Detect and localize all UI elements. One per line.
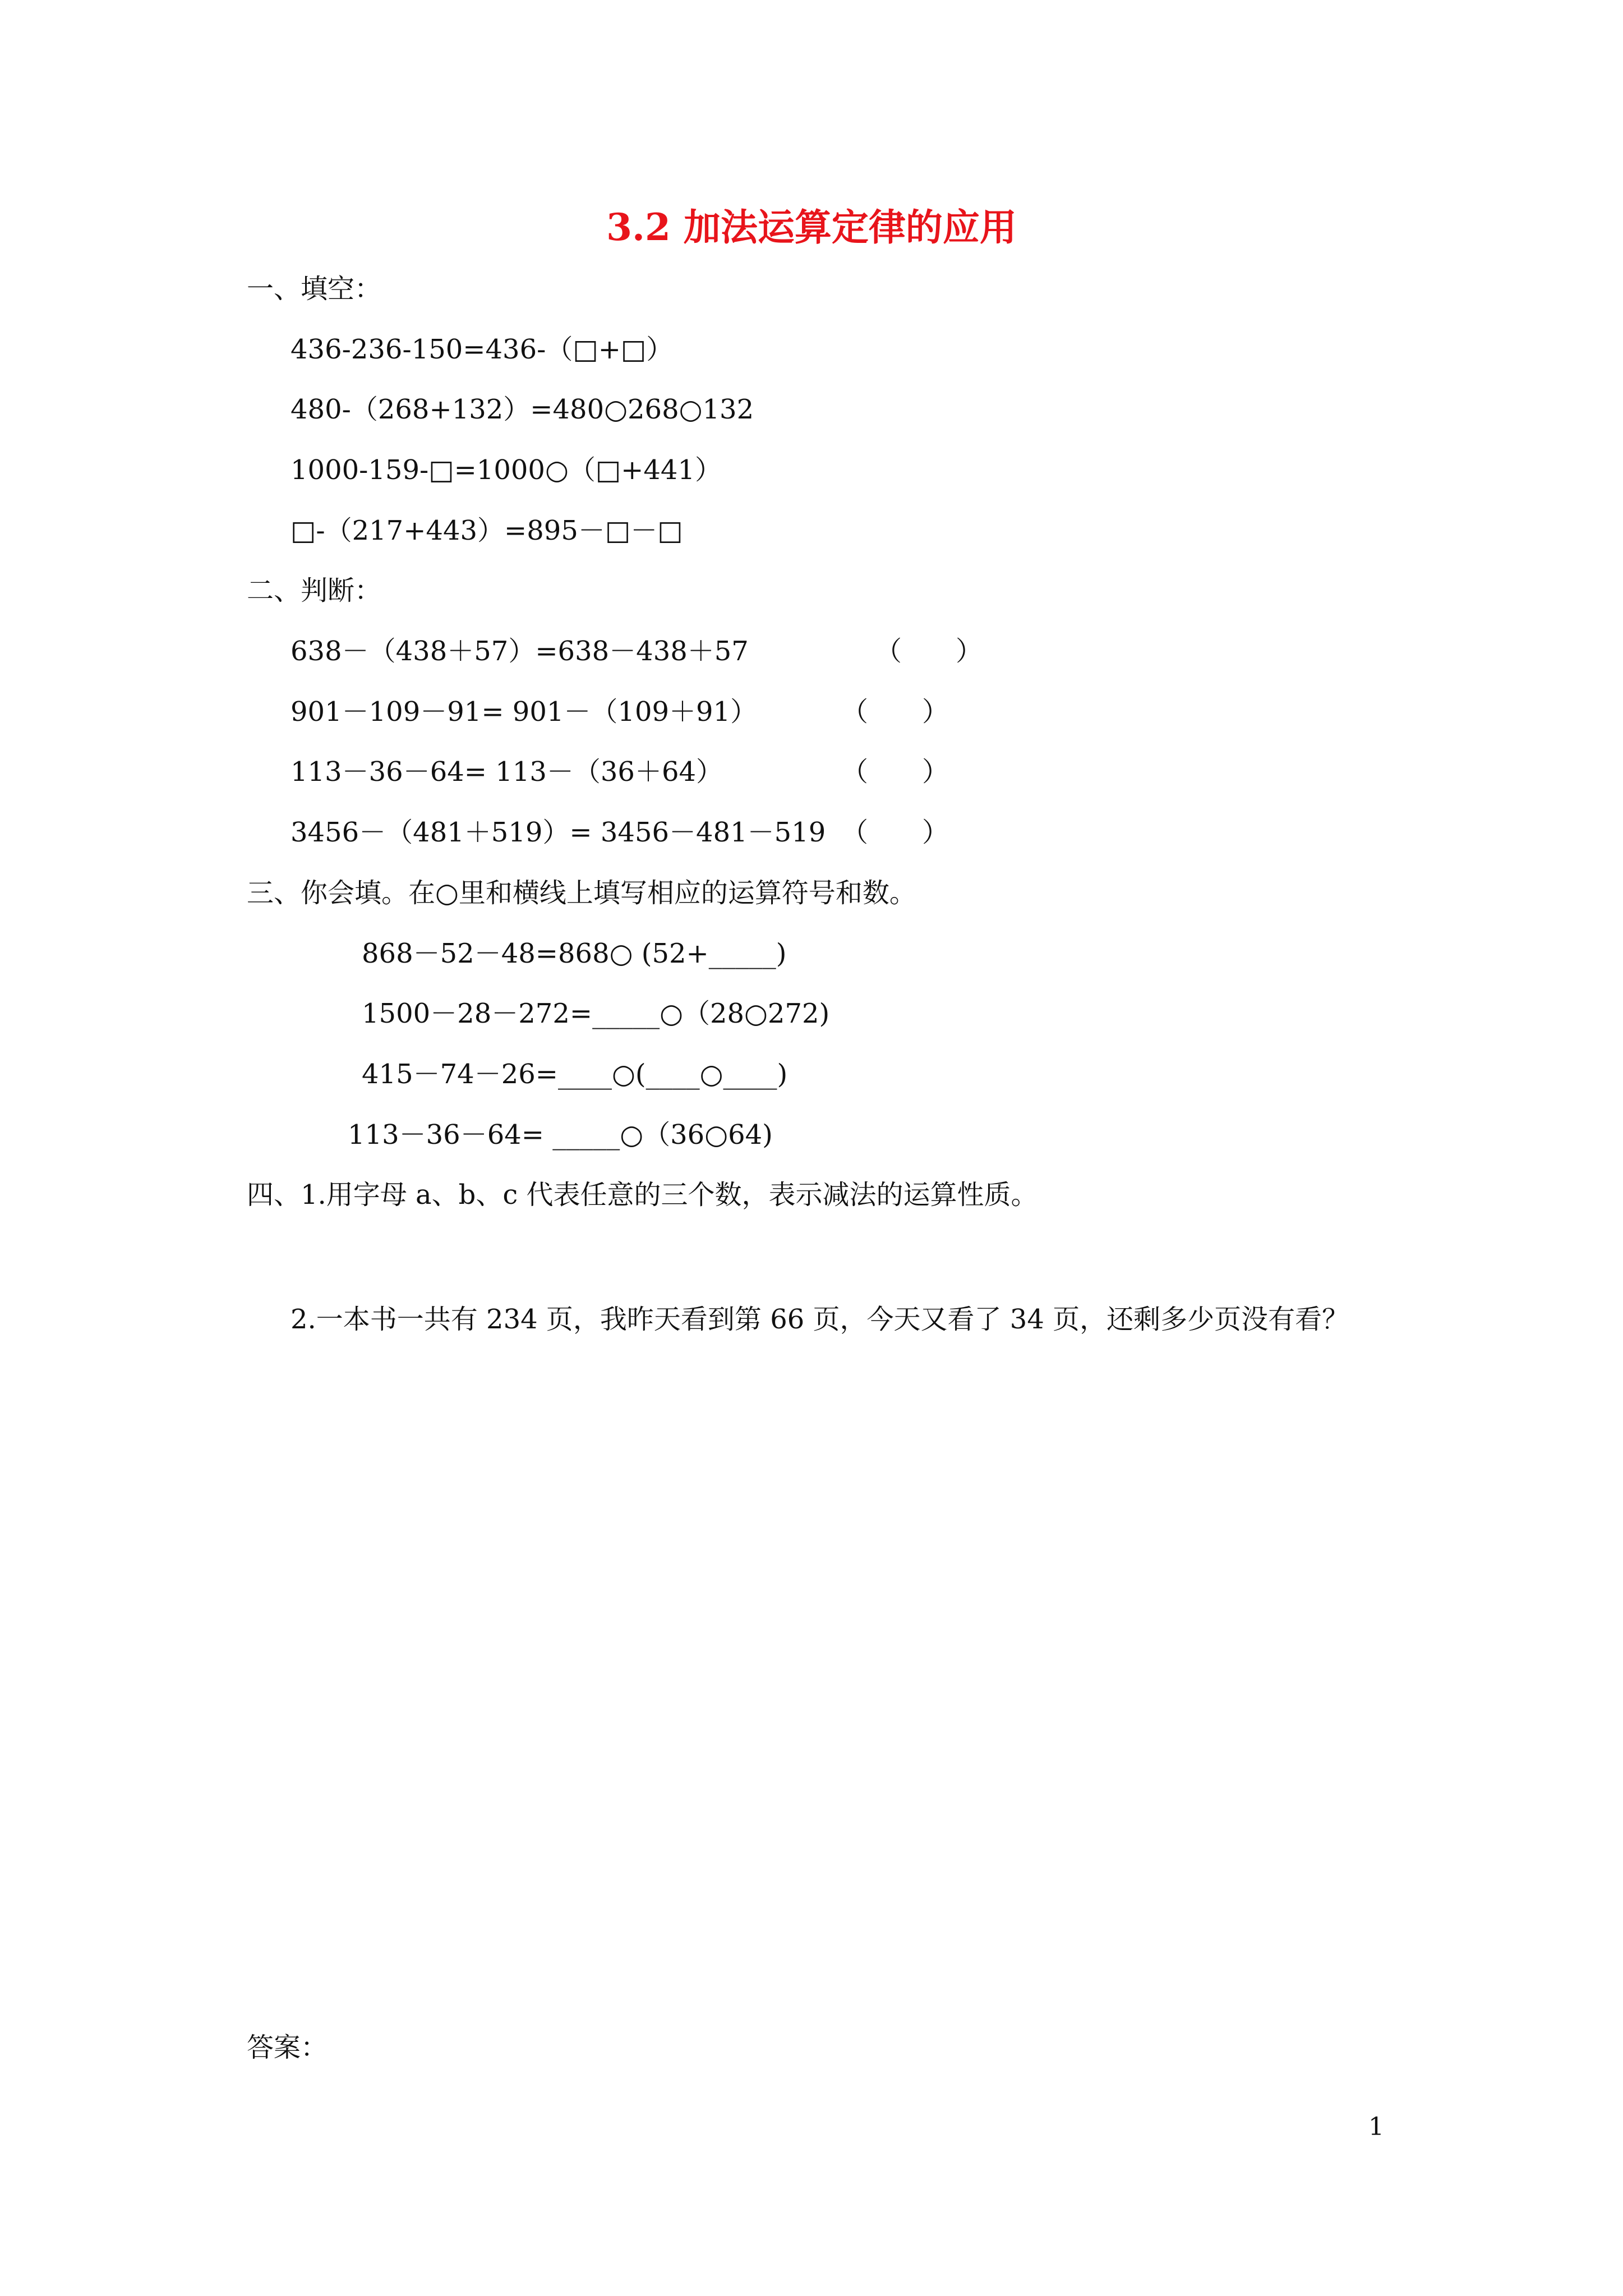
judge-item-4: 3456－（481＋519）= 3456－481－519 [291, 817, 826, 848]
fill-blank-item-4: □-（217+443）=895－□－□ [291, 515, 683, 546]
section-2-heading: 二、判断： [247, 575, 382, 606]
judge-item-3: 113－36－64= 113－（36＋64） [291, 756, 723, 788]
fill-item-1: 868－52－48=868○ (52+_____) [362, 938, 787, 969]
fill-blank-item-3: 1000-159-□=1000○（□+441） [291, 454, 722, 486]
judge-answer-box-4: （ ） [841, 817, 949, 848]
fill-blank-item-1: 436-236-150=436-（□+□） [291, 334, 674, 365]
section-4-question-1: 四、1.用字母 a、b、c 代表任意的三个数，表示减法的运算性质。 [247, 1179, 1038, 1211]
judge-answer-box-1: （ ） [875, 636, 983, 667]
fill-item-4: 113－36－64= _____○（36○64) [348, 1119, 773, 1151]
judge-answer-box-2: （ ） [841, 696, 949, 728]
judge-item-1: 638－（438＋57）=638－438＋57 [291, 636, 749, 667]
fill-item-2: 1500－28－272=_____○（28○272) [362, 998, 830, 1029]
answer-label: 答案： [247, 2032, 328, 2063]
section-4-question-2: 2.一本书一共有 234 页，我昨天看到第 66 页，今天又看了 34 页，还剩多少页没有看？ [291, 1304, 1349, 1335]
judge-answer-box-3: （ ） [841, 756, 949, 788]
fill-blank-item-2: 480-（268+132）=480○268○132 [291, 394, 754, 425]
judge-item-2: 901－109－91= 901－（109＋91） [291, 696, 758, 728]
page-title: 3.2 加法运算定律的应用 [606, 205, 1017, 249]
page-number: 1 [1368, 2113, 1384, 2141]
section-1-heading: 一、填空： [247, 273, 382, 305]
section-3-heading: 三、你会填。在○里和横线上填写相应的运算符号和数。 [247, 877, 916, 909]
fill-item-3: 415－74－26=____○(____○____) [362, 1059, 788, 1090]
